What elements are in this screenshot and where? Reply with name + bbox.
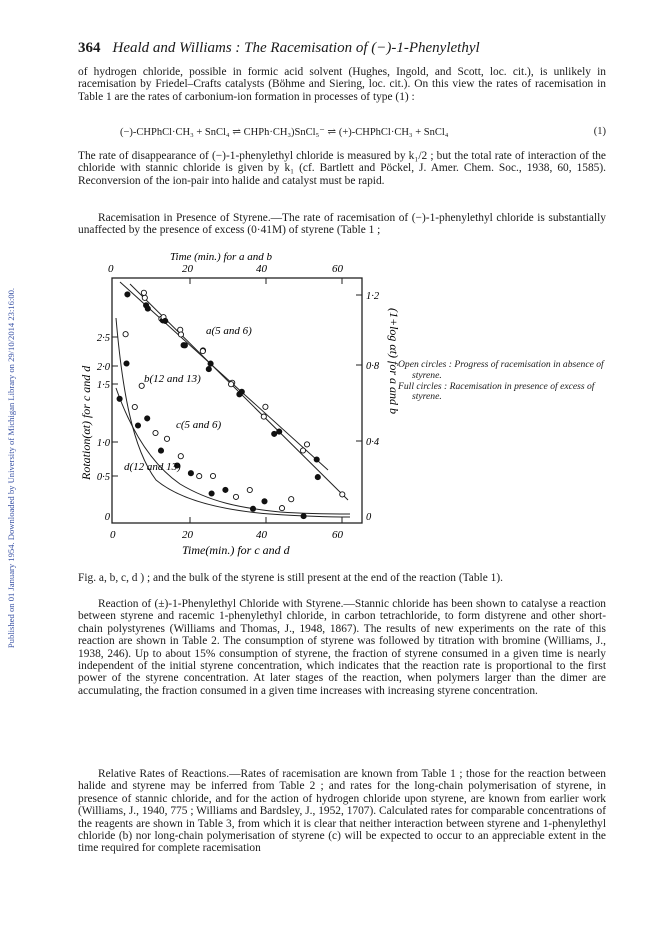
data-point <box>158 448 163 453</box>
racemisation-figure <box>70 248 610 566</box>
data-point <box>197 474 202 479</box>
data-point <box>135 423 140 428</box>
top-ticks <box>108 263 344 275</box>
data-point <box>261 414 266 419</box>
data-point <box>233 494 238 499</box>
right-tick-0-8: 0·8 <box>366 361 380 372</box>
label-b: b(12 and 13) <box>144 373 201 385</box>
download-watermark <box>0 0 22 936</box>
intro-paragraph: of hydrogen chloride, possible in formic acid solvent (Hughes, Ingold, and Scott, loc. cit.), is unlikely in racemisation by Friedel–Crafts catalysts (Böhme and Siering, loc. cit.). On this view the rates of racemisation in Table 1 are the rates of carbonium-ion formation in processes of type (1) : <box>78 66 606 103</box>
data-point <box>123 332 128 337</box>
equation-number: (1) <box>593 126 606 137</box>
bottom-ticks <box>110 529 344 541</box>
data-point <box>163 318 168 323</box>
data-point <box>132 404 137 409</box>
label-d: d(12 and 13) <box>124 461 181 473</box>
top-tick-20: 20 <box>182 263 193 275</box>
label-a: a(5 and 6) <box>206 325 252 337</box>
data-point <box>182 343 187 348</box>
left-tick-1-0: 1·0 <box>96 438 110 449</box>
top-tick-marks <box>112 278 362 523</box>
data-point <box>145 416 150 421</box>
fit-lines <box>116 282 350 517</box>
data-point <box>206 367 211 372</box>
data-point <box>124 361 129 366</box>
data-point <box>277 429 282 434</box>
data-point <box>153 430 158 435</box>
caption-paragraph: Fig. a, b, c, d ) ; and the bulk of the styrene is still present at the end of the reaction (Table 1). <box>78 572 503 584</box>
data-point <box>237 392 242 397</box>
equation-text: (−)-CHPhCl·CH₃ + SnCl₄ ⇌ CHPh·CH₃)SnCl₅⁻ ⇌ (+)-CHPhCl·CH₃ + SnCl₄ <box>120 127 449 138</box>
top-tick-60: 60 <box>332 263 343 275</box>
data-point <box>263 404 268 409</box>
data-point <box>200 349 205 354</box>
data-point <box>209 491 214 496</box>
plot-frame <box>112 278 362 523</box>
data-point <box>250 506 255 511</box>
left-tick-0: 0 <box>104 512 110 523</box>
data-point <box>300 448 305 453</box>
data-point <box>117 396 122 401</box>
top-axis-label: Time (min.) for a and b <box>170 251 273 263</box>
data-point <box>301 514 306 519</box>
data-point <box>125 292 130 297</box>
curve-d <box>116 318 350 517</box>
legend-open: Open circles : Progress of racemisation in absence of styrene. <box>398 359 604 381</box>
data-point <box>247 487 252 492</box>
data-point <box>223 487 228 492</box>
bottom-tick-0: 0 <box>110 529 116 541</box>
styrene-paragraph: Racemisation in Presence of Styrene.—The rate of racemisation of (−)-1-phenylethyl chloride is substantially unaffected by the presence of excess (0·41M) of styrene (Table 1 ; <box>78 212 606 237</box>
top-tick-40: 40 <box>256 263 267 275</box>
data-point <box>210 473 215 478</box>
right-tick-1-2: 1·2 <box>366 291 380 302</box>
data-point <box>315 475 320 480</box>
header-authors: Heald and Williams : <box>112 40 241 56</box>
page-number: 364 <box>78 40 101 56</box>
data-point <box>164 436 169 441</box>
header-title: The Racemisation of (−)-1-Phenylethyl <box>244 40 480 56</box>
data-point <box>289 497 294 502</box>
left-tick-2-0: 2·0 <box>96 362 110 373</box>
left-tick-0-5: 0·5 <box>96 472 110 483</box>
data-point <box>208 361 213 366</box>
label-c: c(5 and 6) <box>176 419 222 431</box>
data-point <box>141 290 146 295</box>
equation-1 <box>120 126 606 138</box>
right-tick-0: 0 <box>366 512 372 523</box>
curve-labels <box>124 325 252 473</box>
data-point <box>142 295 147 300</box>
figure-legend <box>398 360 613 403</box>
legend-full: Full circles : Racemisation in presence of excess of styrene. <box>398 380 595 403</box>
top-tick-0: 0 <box>108 263 114 275</box>
left-tick-2-5: 2·5 <box>96 333 110 344</box>
bottom-tick-20: 20 <box>182 529 193 541</box>
right-axis-label: (1+log αt) for a and b <box>387 308 401 415</box>
bottom-axis-label: Time(min.) for c and d <box>182 543 290 557</box>
data-point <box>178 454 183 459</box>
bottom-tick-60: 60 <box>332 529 343 541</box>
running-header <box>78 40 480 57</box>
data-point <box>272 431 277 436</box>
left-tick-1-5: 1·5 <box>96 380 110 391</box>
data-point <box>314 457 319 462</box>
data-point <box>178 332 183 337</box>
data-point <box>188 471 193 476</box>
curve-c <box>116 388 350 514</box>
data-point <box>145 306 150 311</box>
right-ticks <box>366 291 380 523</box>
left-ticks <box>97 333 111 523</box>
relative-paragraph: Relative Rates of Reactions.—Rates of racemisation are known from Table 1 ; those for the reaction between halide and styrene may be inferred from Table 2 ; and rates for the long-chain polymerisation of styrene, in presence of stannic chloride, and for the action of hydrogen chloride upon styrene, are known from earlier work (Williams, J., 1940, 775 ; Williams and Bardsley, J., 1952, 1707). Calculated rates for comparable concentrations of the reagents are shown in Table 3, from which it is clear that neither interaction between styrene and 1-phenylethyl chloride (b) nor long-chain polymerisation of styrene (c) will be expected to occur to an appreciable extent in the time required for complete racemisation <box>78 768 606 855</box>
data-point <box>229 382 234 387</box>
data-point <box>279 506 284 511</box>
data-point <box>340 492 345 497</box>
left-axis-label: Rotation(αt) for c and d <box>79 365 93 480</box>
data-point <box>304 442 309 447</box>
rate-paragraph: The rate of disappearance of (−)-1-phenylethyl chloride is measured by k₁/2 ; but the total rate of interaction of the chloride with stannic chloride is given by k₁ (cf. Bartlett and Pöckel, J. Amer. Chem. Soc., 1938, 60, 1585). Reconversion of the ion-pair into halide and catalyst must be rapid. <box>78 150 606 187</box>
data-point <box>262 499 267 504</box>
bottom-tick-40: 40 <box>256 529 267 541</box>
right-tick-0-4: 0·4 <box>366 437 380 448</box>
reaction-paragraph: Reaction of (±)-1-Phenylethyl Chloride with Styrene.—Stannic chloride has been shown to catalyse a reaction between styrene and racemic 1-phenylethyl chloride, in carbon tetrachloride, to form distyrene and other short-chain polystyrenes (Williams and Thomas, J., 1948, 1867). The results of new experiments on the rate of this reaction are shown in Table 2. The consumption of styrene was followed by titration with bromine (Williams, J., 1938, 246). Up to about 15% consumption of styrene, the fraction of styrene consumed in a given time is nearly independent of the initial styrene concentration, which indicates that the reaction rate is proportional to the first power of the styrene concentration. At later stages of the reaction, when polymers larger than the dimer are accumulating, the fraction consumed in a given time increases with increasing styrene concentration. <box>78 598 606 697</box>
download-note-text: Published on 01 January 1954. Downloaded by University of Michigan Library on 29/10/2014 23:16:00. <box>6 287 16 649</box>
